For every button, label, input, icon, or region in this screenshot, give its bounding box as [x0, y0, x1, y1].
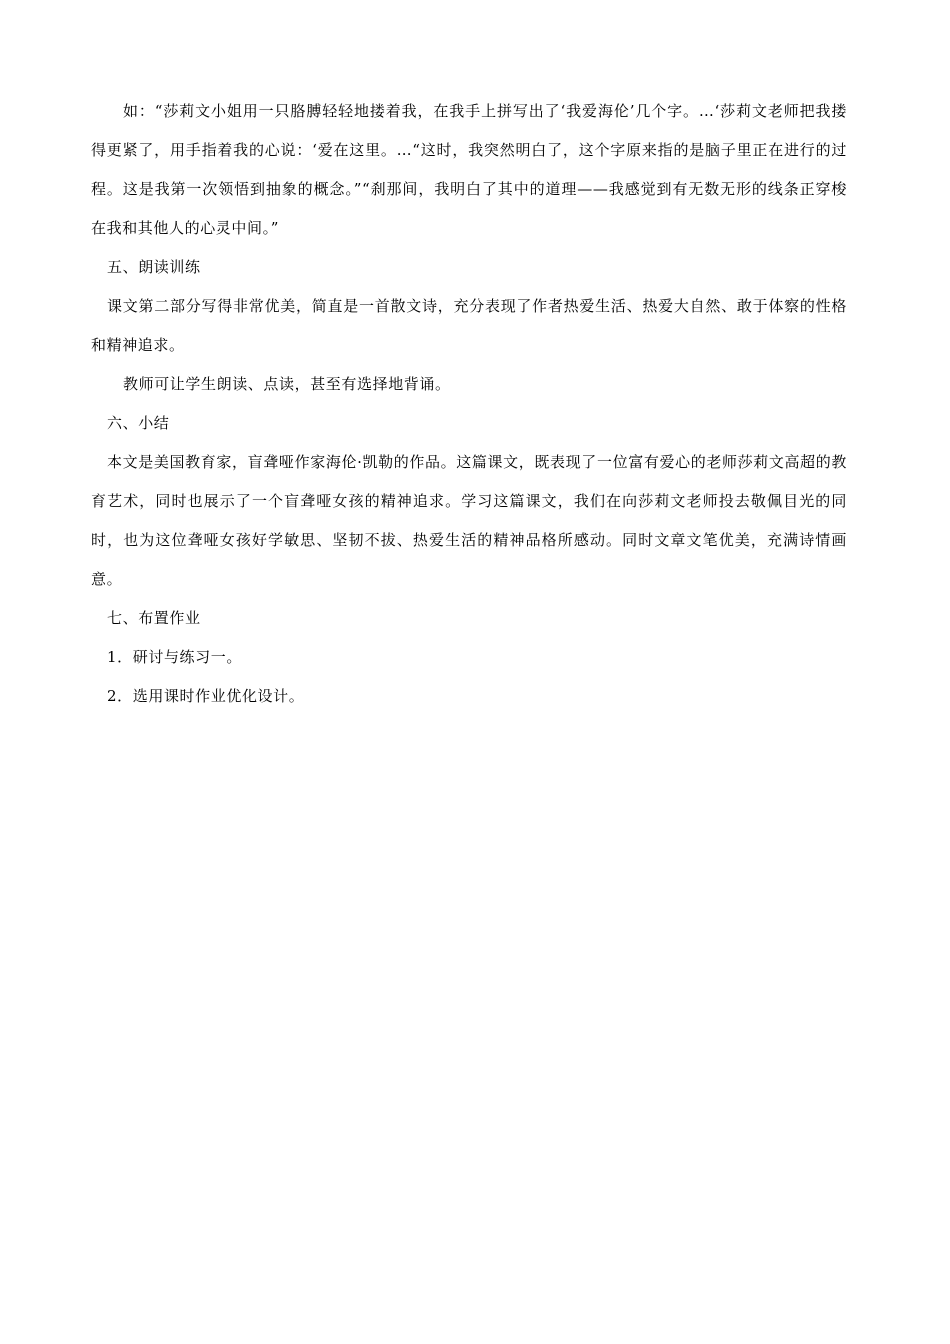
document-body	[91, 92, 847, 716]
quote-paragraph: 如：“莎莉文小姐用一只胳膊轻轻地搂着我，在我手上拼写出了‘我爱海伦’几个字。…‘莎莉文老师把我搂得更紧了，用手指着我的心说：‘爱在这里。…“这时，我突然明白了，这个字原来指的是脑子里正在进行的过程。这是我第一次领悟到抽象的概念。”“刹那间，我明白了其中的道理——我感觉到有无数无形的线条正穿梭在我和其他人的心灵中间。”	[91, 102, 847, 237]
section-heading-summary: 六、小结	[107, 414, 170, 432]
section-heading-homework: 七、布置作业	[107, 609, 201, 627]
section-heading-reading-practice: 五、朗读训练	[107, 258, 201, 276]
summary-paragraph: 本文是美国教育家，盲聋哑作家海伦·凯勒的作品。这篇课文，既表现了一位富有爱心的老师莎莉文高超的教育艺术，同时也展示了一个盲聋哑女孩的精神追求。学习这篇课文，我们在向莎莉文老师投去敬佩目光的同时，也为这位聋哑女孩好学敏思、坚韧不拔、热爱生活的精神品格所感动。同时文章文笔优美，充满诗情画意。	[91, 453, 847, 588]
homework-item-2: 2．选用课时作业优化设计。	[107, 687, 305, 705]
homework-item-1: 1．研讨与练习一。	[107, 648, 242, 666]
reading-practice-note: 教师可让学生朗读、点读，甚至有选择地背诵。	[123, 375, 451, 393]
reading-practice-paragraph: 课文第二部分写得非常优美，简直是一首散文诗，充分表现了作者热爱生活、热爱大自然、敢于体察的性格和精神追求。	[91, 297, 847, 354]
